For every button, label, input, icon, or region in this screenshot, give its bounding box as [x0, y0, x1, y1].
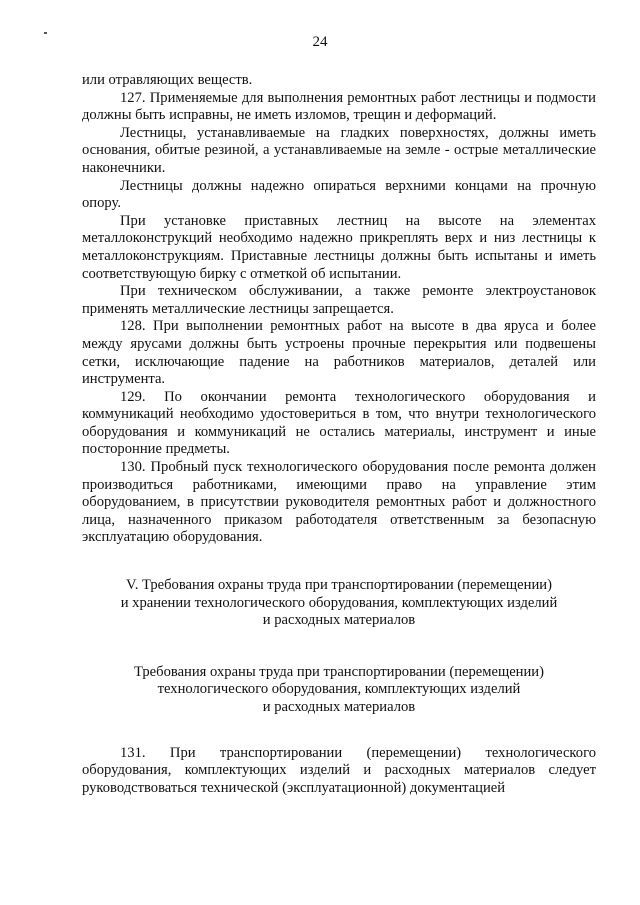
paragraph-ladder-attach: При установке приставных лестниц на высоте на элементах металлоконструкций необходимо надежно прикреплять верх и низ лестницы к металлоконструкциям. Приставные лестницы должны быть испытаны и иметь соответствующую бирку с отметкой об испытании.: [82, 212, 596, 282]
subsection-heading-line: технологического оборудования, комплектующих изделий: [157, 681, 521, 698]
paragraph-130: 130. Пробный пуск технологического оборудования после ремонта должен производиться работниками, имеющими право на управление этим оборудованием, в присутствии руководителя ремонтных работ и должностного лица, назначенного приказом работодателя ответственным за безопасную эксплуатацию оборудования.: [82, 459, 596, 546]
document-body: [82, 72, 596, 797]
section-heading: [82, 577, 596, 630]
subsection-heading-line: и расходных материалов: [262, 699, 416, 715]
paragraph-ladder-support: Лестницы должны надежно опираться верхними концами на прочную опору.: [82, 177, 596, 212]
subsection-heading: [82, 664, 596, 717]
paragraph-131: 131. При транспортировании (перемещении) технологического оборудования, комплектующих изделий и расходных материалов следует руководствоваться технической (эксплуатационной) документацией: [82, 744, 596, 796]
paragraph-0: или отравляющих веществ.: [82, 72, 253, 88]
section-heading-line: V. Требования охраны труда при транспортировании (перемещении): [126, 577, 552, 594]
paragraph-ladder-base: Лестницы, устанавливаемые на гладких поверхностях, должны иметь основания, обитые резиной, а устанавливаемые на земле - острые металлические наконечники.: [82, 124, 596, 176]
paragraph-129: 129. По окончании ремонта технологического оборудования и коммуникаций необходимо удостовериться в том, что внутри технологического оборудования и коммуникаций не остались материалы, инструмент и иные посторонние предметы.: [82, 388, 596, 458]
paragraph-127: 127. Применяемые для выполнения ремонтных работ лестницы и подмости должны быть исправны, не иметь изломов, трещин и деформаций.: [82, 89, 596, 124]
paragraph-electrical: При техническом обслуживании, а также ремонте электроустановок применять металлические лестницы запрещается.: [82, 283, 596, 317]
section-heading-line: и расходных материалов: [262, 612, 416, 629]
page-number: 24: [312, 34, 328, 50]
section-heading-line: и хранении технологического оборудования, комплектующих изделий: [120, 594, 558, 611]
paragraph-128: 128. При выполнении ремонтных работ на высоте в два яруса и более между ярусами должны быть устроены прочные перекрытия или подвешены сетки, исключающие падение на работников материалов, деталей или инструмента.: [82, 318, 596, 388]
subsection-heading-line: Требования охраны труда при транспортировании (перемещении): [134, 663, 544, 680]
